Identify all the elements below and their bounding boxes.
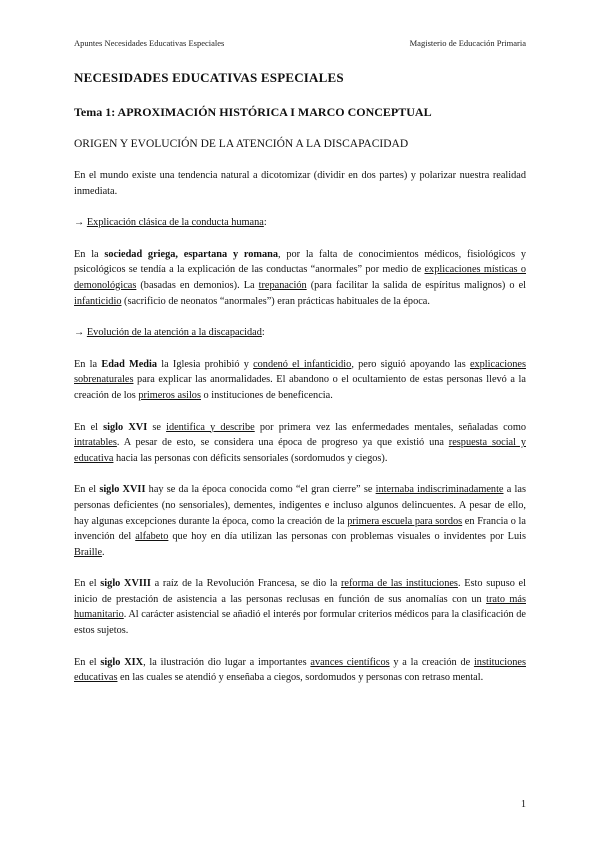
paragraph-classic: En la sociedad griega, espartana y romana, por la falta de conocimientos médicos, fisiológicos y psicológicos se tendía a la explicación de las conductas “anormales” por medio de explicaciones místicas o demonológicas (basadas en demonios). La trepanación (para facilitar la salida de espíritus malignos) o el infanticidio (sacrificio de neonatos “anormales”) eran prácticas habituales de la época. [74,248,527,307]
document-body [74,70,526,702]
paragraph-middle-ages: En la Edad Media la Iglesia prohibió y condenó el infanticidio, pero siguió apoyando las explicaciones sobrenaturales para explicar las anormalidades. El abandono o el ocultamiento de estas personas llevó a la creación de los primeros asilos o instituciones de beneficencia. [74,358,526,401]
topic-title: Tema 1: APROXIMACIÓN HISTÓRICA I MARCO CONCEPTUAL [74,105,432,119]
header-left: Apuntes Necesidades Educativas Especiales [74,38,225,48]
arrow-icon: → [74,327,85,339]
header-right: Magisterio de Educación Primaria [409,38,526,48]
heading-evolution: → Evolución de la atención a la discapacidad: [74,327,265,339]
paragraph-century-xvi: En el siglo XVI se identifica y describe por primera vez las enfermedades mentales, señaladas como intratables. A pesar de esto, se considera una época de progreso ya que existió una respuesta social y educativa hacia las personas con déficits sensoriales (sordomudos y ciegos). [74,421,526,464]
paragraph-century-xviii: En el siglo XVIII a raíz de la Revolución Francesa, se dio la reforma de las instituciones. Esto supuso el inicio de prestación de asistencia a las personas reclusas en función de sus anomalías con un trato más humanitario. Al carácter asistencial se añadió el interés por formular criterios médicos para la clasificación de estos sujetos. [74,578,526,637]
paragraph-century-xvii: En el siglo XVII hay se da la época conocida como “el gran cierre” se internaba indiscriminadamente a las personas deficientes (no sensoriales), dementes, indigentes e incluso algunos delincuentes. A pesar de ello, hay algunas excepciones durante la época, como la creación de la primera escuela para sordos en Francia o la invención del alfabeto que hoy en día utilizan las personas con problemas visuales o invidentes por Luis Braille. [74,484,526,558]
section-title: ORIGEN Y EVOLUCIÓN DE LA ATENCIÓN A LA DISCAPACIDAD [74,138,409,150]
paragraph-century-xix: En el siglo XIX, la ilustración dio lugar a importantes avances científicos y a la creación de instituciones educativas en las cuales se atendió y enseñaba a ciegos, sordomudos y personas con retraso mental. [74,656,526,684]
heading-classic-explanation: → Explicación clásica de la conducta humana: [74,217,267,229]
document-title: NECESIDADES EDUCATIVAS ESPECIALES [74,70,344,85]
heading-label: Evolución de la atención a la discapacidad [86,327,262,339]
arrow-icon: → [74,217,85,229]
intro-paragraph: En el mundo existe una tendencia natural a dicotomizar (dividir en dos partes) y polarizar nuestra realidad inmediata. [74,170,526,197]
heading-label: Explicación clásica de la conducta humana [86,217,264,229]
page-number: 1 [521,799,526,810]
